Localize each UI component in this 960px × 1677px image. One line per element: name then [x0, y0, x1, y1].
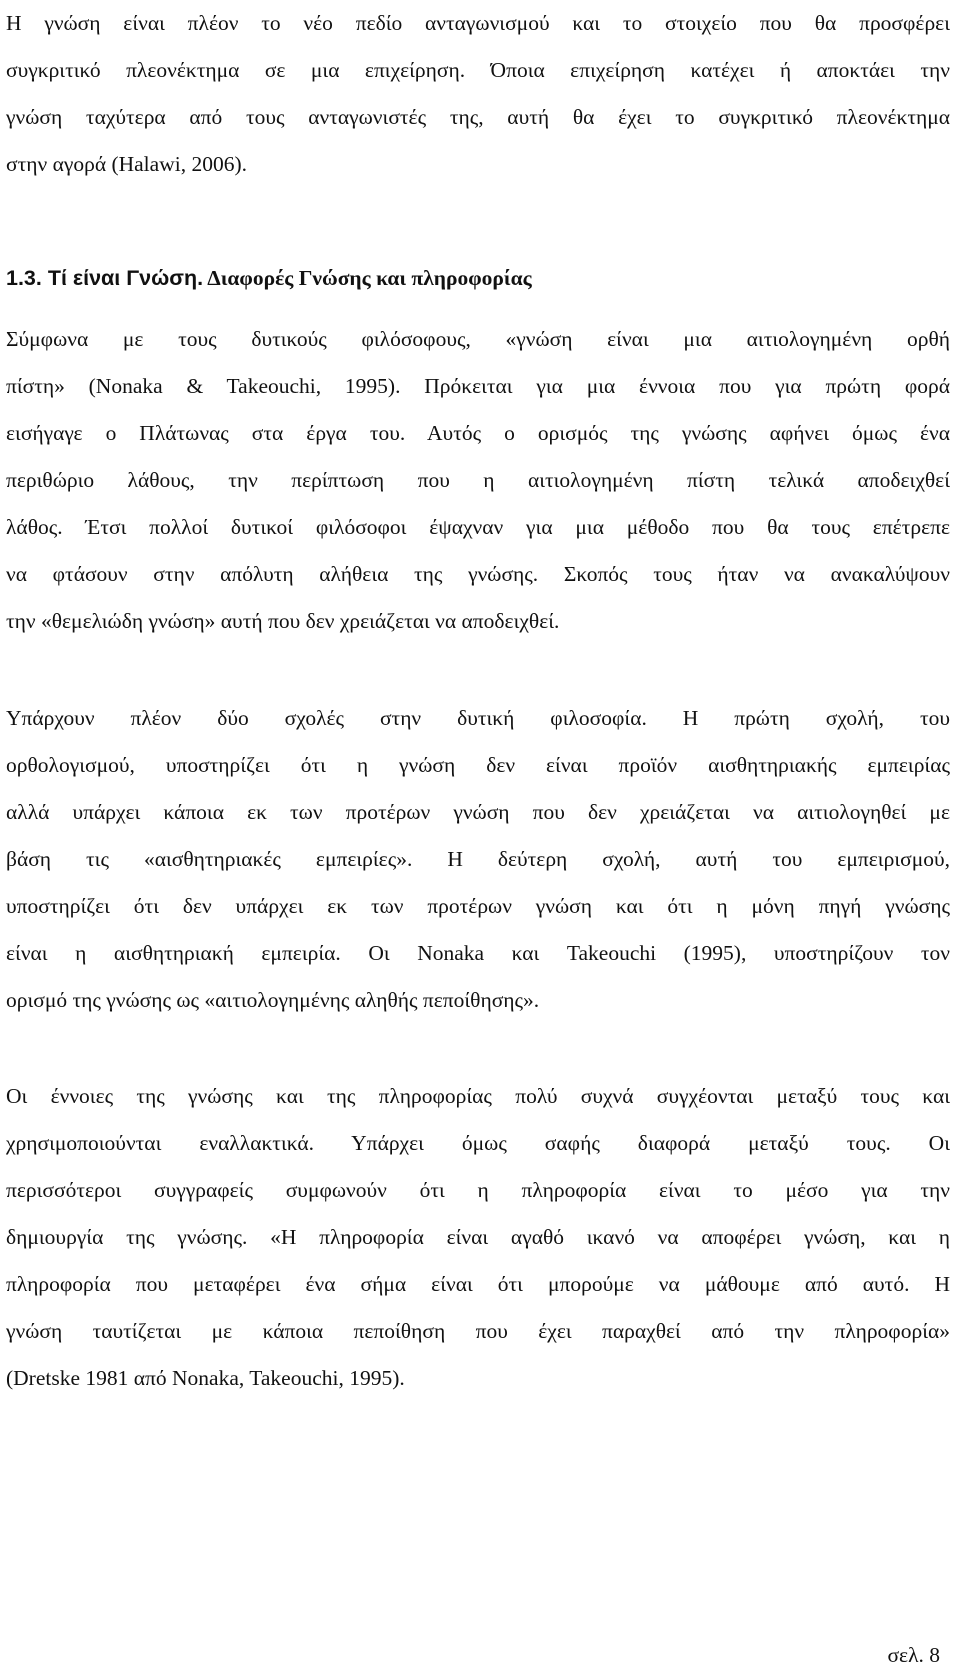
page-number: σελ. 8	[887, 1643, 940, 1667]
section-number: 1.3. Τί είναι Γνώση.	[6, 266, 204, 290]
text-line: υποστηρίζει ότι δεν υπάρχει εκ των προτέρων γνώση και ότι η μόνη πηγή γνώσης	[6, 894, 950, 918]
text-line: περιθώριο λάθους, την περίπτωση που η αιτιολογημένη πίστη τελικά αποδειχθεί	[6, 468, 950, 492]
paragraph-schools	[6, 695, 950, 1024]
section-heading	[6, 255, 532, 302]
text-line: συγκριτικό πλεονέκτημα σε μια επιχείρηση. Όποια επιχείρηση κατέχει ή αποκτάει την	[6, 58, 950, 82]
text-line: δημιουργία της γνώσης. «Η πληροφορία είναι αγαθό ικανό να αποφέρει γνώση, και η	[6, 1225, 950, 1249]
text-line: αλλά υπάρχει κάποια εκ των προτέρων γνώση που δεν χρειάζεται να αιτιολογηθεί με	[6, 800, 950, 824]
text-line: πίστη» (Nonaka & Takeouchi, 1995). Πρόκειται για μια έννοια που για πρώτη φορά	[6, 374, 950, 398]
paragraph-information	[6, 1073, 950, 1402]
text-line: την «θεμελιώδη γνώση» αυτή που δεν χρειάζεται να αποδειχθεί.	[6, 609, 560, 633]
text-line: γνώση ταχύτερα από τους ανταγωνιστές της, αυτή θα έχει το συγκριτικό πλεονέκτημα	[6, 105, 950, 129]
text-line: Η γνώση είναι πλέον το νέο πεδίο ανταγωνισμού και το στοιχείο που θα προσφέρει	[6, 11, 950, 35]
text-line: πληροφορία που μεταφέρει ένα σήμα είναι ότι μπορούμε να μάθουμε από αυτό. Η	[6, 1272, 950, 1296]
text-line: ορισμό της γνώσης ως «αιτιολογημένης αληθής πεποίθησης».	[6, 988, 540, 1012]
text-line: εισήγαγε ο Πλάτωνας στα έργα του. Αυτός ο ορισμός της γνώσης αφήνει όμως ένα	[6, 421, 950, 445]
text-line: χρησιμοποιούνται εναλλακτικά. Υπάρχει όμως σαφής διαφορά μεταξύ τους. Οι	[6, 1131, 950, 1155]
paragraph-definition	[6, 316, 950, 645]
section-title: Διαφορές Γνώσης και πληροφορίας	[207, 266, 532, 290]
text-line: (Dretske 1981 από Nonaka, Takeouchi, 1995).	[6, 1366, 405, 1390]
text-line: βάση τις «αισθητηριακές εμπειρίες». Η δεύτερη σχολή, αυτή του εμπειρισμού,	[6, 847, 950, 871]
document-page	[6, 0, 954, 1677]
text-line: περισσότεροι συγγραφείς συμφωνούν ότι η πληροφορία είναι το μέσο για την	[6, 1178, 950, 1202]
text-line: ορθολογισμού, υποστηρίζει ότι η γνώση δεν είναι προϊόν αισθητηριακής εμπειρίας	[6, 753, 950, 777]
text-line: στην αγορά (Halawi, 2006).	[6, 152, 247, 176]
text-line: Οι έννοιες της γνώσης και της πληροφορίας πολύ συχνά συγχέονται μεταξύ τους και	[6, 1084, 950, 1108]
text-line: Σύμφωνα με τους δυτικούς φιλόσοφους, «γνώση είναι μια αιτιολογημένη ορθή	[6, 327, 950, 351]
text-line: να φτάσουν στην απόλυτη αλήθεια της γνώσης. Σκοπός τους ήταν να ανακαλύψουν	[6, 562, 950, 586]
paragraph-intro	[6, 0, 950, 188]
text-line: Υπάρχουν πλέον δύο σχολές στην δυτική φιλοσοφία. Η πρώτη σχολή, του	[6, 706, 950, 730]
text-line: γνώση ταυτίζεται με κάποια πεποίθηση που έχει παραχθεί από την πληροφορία»	[6, 1319, 950, 1343]
text-line: είναι η αισθητηριακή εμπειρία. Οι Nonaka και Takeouchi (1995), υποστηρίζουν τον	[6, 941, 950, 965]
text-line: λάθος. Έτσι πολλοί δυτικοί φιλόσοφοι έψαχναν για μια μέθοδο που θα τους επέτρεπε	[6, 515, 950, 539]
